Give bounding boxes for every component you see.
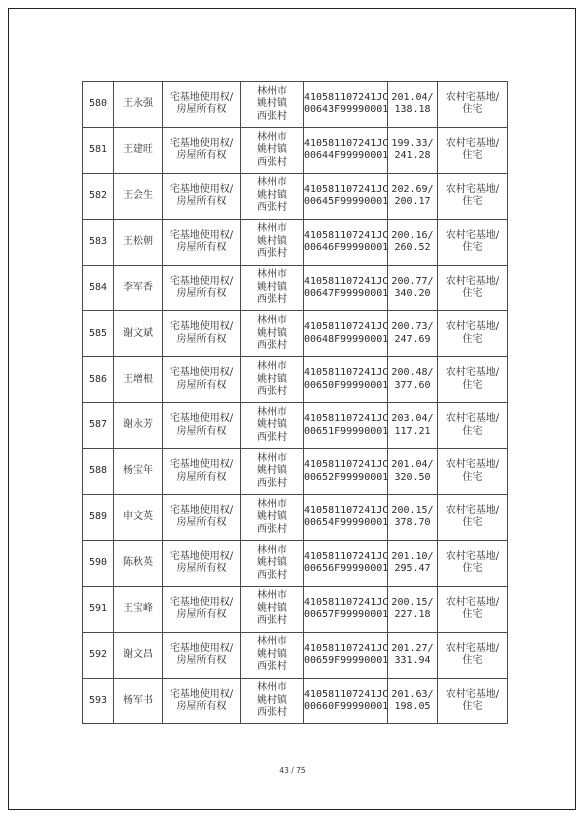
- row-number-cell: 590: [83, 540, 114, 586]
- area-cell: 201.27/ 331.94: [388, 632, 438, 678]
- table-row: [83, 632, 508, 678]
- row-number-cell: 592: [83, 632, 114, 678]
- right-type-cell: 宅基地使用权/ 房屋所有权: [163, 586, 241, 632]
- row-number-cell: 591: [83, 586, 114, 632]
- owner-name-cell: 杨宝年: [114, 449, 163, 495]
- usage-cell: 农村宅基地/ 住宅: [438, 540, 508, 586]
- right-type-cell: 宅基地使用权/ 房屋所有权: [163, 540, 241, 586]
- usage-cell: 农村宅基地/ 住宅: [438, 357, 508, 403]
- row-number-cell: 583: [83, 219, 114, 265]
- location-cell: 林州市 姚村镇 西张村: [241, 540, 304, 586]
- owner-name-cell: 李军香: [114, 265, 163, 311]
- usage-cell: 农村宅基地/ 住宅: [438, 82, 508, 128]
- usage-cell: 农村宅基地/ 住宅: [438, 219, 508, 265]
- table-body: [83, 82, 508, 724]
- unit-code-cell: 410581107241JC 00644F99990001: [304, 127, 388, 173]
- usage-cell: 农村宅基地/ 住宅: [438, 678, 508, 724]
- row-number-cell: 580: [83, 82, 114, 128]
- right-type-cell: 宅基地使用权/ 房屋所有权: [163, 632, 241, 678]
- location-cell: 林州市 姚村镇 西张村: [241, 449, 304, 495]
- right-type-cell: 宅基地使用权/ 房屋所有权: [163, 678, 241, 724]
- area-cell: 201.63/ 198.05: [388, 678, 438, 724]
- location-cell: 林州市 姚村镇 西张村: [241, 173, 304, 219]
- usage-cell: 农村宅基地/ 住宅: [438, 127, 508, 173]
- right-type-cell: 宅基地使用权/ 房屋所有权: [163, 82, 241, 128]
- table-row: [83, 403, 508, 449]
- area-cell: 201.04/ 138.18: [388, 82, 438, 128]
- unit-code-cell: 410581107241JC 00648F99990001: [304, 311, 388, 357]
- location-cell: 林州市 姚村镇 西张村: [241, 219, 304, 265]
- right-type-cell: 宅基地使用权/ 房屋所有权: [163, 403, 241, 449]
- area-cell: 200.73/ 247.69: [388, 311, 438, 357]
- owner-name-cell: 王宝峰: [114, 586, 163, 632]
- area-cell: 200.15/ 378.70: [388, 495, 438, 541]
- unit-code-cell: 410581107241JC 00660F99990001: [304, 678, 388, 724]
- owner-name-cell: 谢永芳: [114, 403, 163, 449]
- location-cell: 林州市 姚村镇 西张村: [241, 127, 304, 173]
- owner-name-cell: 申文英: [114, 495, 163, 541]
- table-row: [83, 357, 508, 403]
- property-registry-table: [82, 81, 508, 724]
- unit-code-cell: 410581107241JC 00646F99990001: [304, 219, 388, 265]
- row-number-cell: 581: [83, 127, 114, 173]
- unit-code-cell: 410581107241JC 00654F99990001: [304, 495, 388, 541]
- right-type-cell: 宅基地使用权/ 房屋所有权: [163, 495, 241, 541]
- area-cell: 200.77/ 340.20: [388, 265, 438, 311]
- location-cell: 林州市 姚村镇 西张村: [241, 586, 304, 632]
- usage-cell: 农村宅基地/ 住宅: [438, 403, 508, 449]
- table-row: [83, 449, 508, 495]
- usage-cell: 农村宅基地/ 住宅: [438, 586, 508, 632]
- table-row: [83, 311, 508, 357]
- location-cell: 林州市 姚村镇 西张村: [241, 678, 304, 724]
- area-cell: 202.69/ 200.17: [388, 173, 438, 219]
- location-cell: 林州市 姚村镇 西张村: [241, 265, 304, 311]
- row-number-cell: 585: [83, 311, 114, 357]
- unit-code-cell: 410581107241JC 00652F99990001: [304, 449, 388, 495]
- owner-name-cell: 谢文昌: [114, 632, 163, 678]
- right-type-cell: 宅基地使用权/ 房屋所有权: [163, 127, 241, 173]
- table-row: [83, 586, 508, 632]
- unit-code-cell: 410581107241JC 00659F99990001: [304, 632, 388, 678]
- owner-name-cell: 王永强: [114, 82, 163, 128]
- unit-code-cell: 410581107241JC 00647F99990001: [304, 265, 388, 311]
- table-row: [83, 495, 508, 541]
- usage-cell: 农村宅基地/ 住宅: [438, 632, 508, 678]
- location-cell: 林州市 姚村镇 西张村: [241, 632, 304, 678]
- usage-cell: 农村宅基地/ 住宅: [438, 265, 508, 311]
- table-row: [83, 678, 508, 724]
- row-number-cell: 588: [83, 449, 114, 495]
- row-number-cell: 586: [83, 357, 114, 403]
- owner-name-cell: 王建旺: [114, 127, 163, 173]
- unit-code-cell: 410581107241JC 00645F99990001: [304, 173, 388, 219]
- location-cell: 林州市 姚村镇 西张村: [241, 311, 304, 357]
- usage-cell: 农村宅基地/ 住宅: [438, 173, 508, 219]
- right-type-cell: 宅基地使用权/ 房屋所有权: [163, 219, 241, 265]
- unit-code-cell: 410581107241JC 00651F99990001: [304, 403, 388, 449]
- row-number-cell: 587: [83, 403, 114, 449]
- row-number-cell: 584: [83, 265, 114, 311]
- table-row: [83, 173, 508, 219]
- owner-name-cell: 杨军书: [114, 678, 163, 724]
- usage-cell: 农村宅基地/ 住宅: [438, 311, 508, 357]
- right-type-cell: 宅基地使用权/ 房屋所有权: [163, 449, 241, 495]
- location-cell: 林州市 姚村镇 西张村: [241, 82, 304, 128]
- owner-name-cell: 王增根: [114, 357, 163, 403]
- area-cell: 200.48/ 377.60: [388, 357, 438, 403]
- location-cell: 林州市 姚村镇 西张村: [241, 357, 304, 403]
- right-type-cell: 宅基地使用权/ 房屋所有权: [163, 311, 241, 357]
- unit-code-cell: 410581107241JC 00650F99990001: [304, 357, 388, 403]
- owner-name-cell: 谢文斌: [114, 311, 163, 357]
- page-number: 43 / 75: [279, 766, 306, 775]
- area-cell: 200.16/ 260.52: [388, 219, 438, 265]
- unit-code-cell: 410581107241JC 00657F99990001: [304, 586, 388, 632]
- right-type-cell: 宅基地使用权/ 房屋所有权: [163, 265, 241, 311]
- table-row: [83, 82, 508, 128]
- area-cell: 199.33/ 241.28: [388, 127, 438, 173]
- location-cell: 林州市 姚村镇 西张村: [241, 403, 304, 449]
- owner-name-cell: 王会生: [114, 173, 163, 219]
- row-number-cell: 582: [83, 173, 114, 219]
- usage-cell: 农村宅基地/ 住宅: [438, 495, 508, 541]
- area-cell: 201.10/ 295.47: [388, 540, 438, 586]
- table-row: [83, 219, 508, 265]
- area-cell: 200.15/ 227.18: [388, 586, 438, 632]
- unit-code-cell: 410581107241JC 00656F99990001: [304, 540, 388, 586]
- area-cell: 203.04/ 117.21: [388, 403, 438, 449]
- table-row: [83, 265, 508, 311]
- owner-name-cell: 陈秋英: [114, 540, 163, 586]
- table-row: [83, 540, 508, 586]
- row-number-cell: 593: [83, 678, 114, 724]
- table-row: [83, 127, 508, 173]
- right-type-cell: 宅基地使用权/ 房屋所有权: [163, 173, 241, 219]
- area-cell: 201.04/ 320.50: [388, 449, 438, 495]
- row-number-cell: 589: [83, 495, 114, 541]
- right-type-cell: 宅基地使用权/ 房屋所有权: [163, 357, 241, 403]
- unit-code-cell: 410581107241JC 00643F99990001: [304, 82, 388, 128]
- usage-cell: 农村宅基地/ 住宅: [438, 449, 508, 495]
- location-cell: 林州市 姚村镇 西张村: [241, 495, 304, 541]
- owner-name-cell: 王松朝: [114, 219, 163, 265]
